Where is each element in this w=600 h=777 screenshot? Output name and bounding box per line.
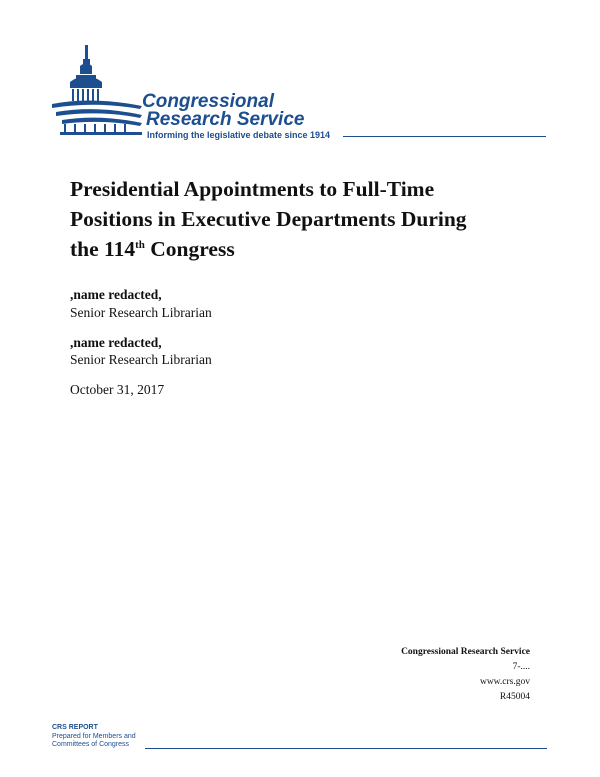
logo-name-line2: Research Service: [146, 109, 305, 130]
crs-logo: [52, 42, 552, 147]
logo-tagline: Informing the legislative debate since 1914: [147, 130, 331, 140]
capitol-dome-icon: [52, 42, 152, 147]
title-line-3-end: Congress: [144, 237, 235, 261]
author-2-role: Senior Research Librarian: [70, 352, 212, 367]
title-line-2: Positions in Executive Departments During: [70, 207, 467, 231]
author-2-name: ,name redacted,: [70, 335, 162, 350]
title-line-3-start: the 114: [70, 237, 136, 261]
footer-line-1: CRS REPORT: [52, 724, 98, 731]
report-date: October 31, 2017: [70, 382, 165, 397]
report-number: R45004: [499, 692, 530, 702]
footer-line-2: Prepared for Members and: [52, 732, 136, 740]
crs-contact-block: [401, 645, 530, 705]
author-1-role: Senior Research Librarian: [70, 305, 212, 320]
footer-line-3: Committees of Congress: [52, 741, 130, 748]
crs-phone: 7-....: [512, 662, 530, 672]
logo-name-line1: Congressional: [142, 91, 274, 112]
title-ordinal-suffix: th: [135, 239, 145, 251]
crs-website: www.crs.gov: [479, 677, 530, 687]
title-line-1: Presidential Appointments to Full-Time: [70, 177, 435, 201]
footer-divider: [145, 748, 547, 749]
author-1-name: ,name redacted,: [70, 287, 162, 302]
logo-divider: [343, 136, 546, 137]
crs-report-footer: [52, 724, 136, 750]
report-title: [70, 174, 540, 264]
crs-org-name: Congressional Research Service: [401, 647, 530, 657]
